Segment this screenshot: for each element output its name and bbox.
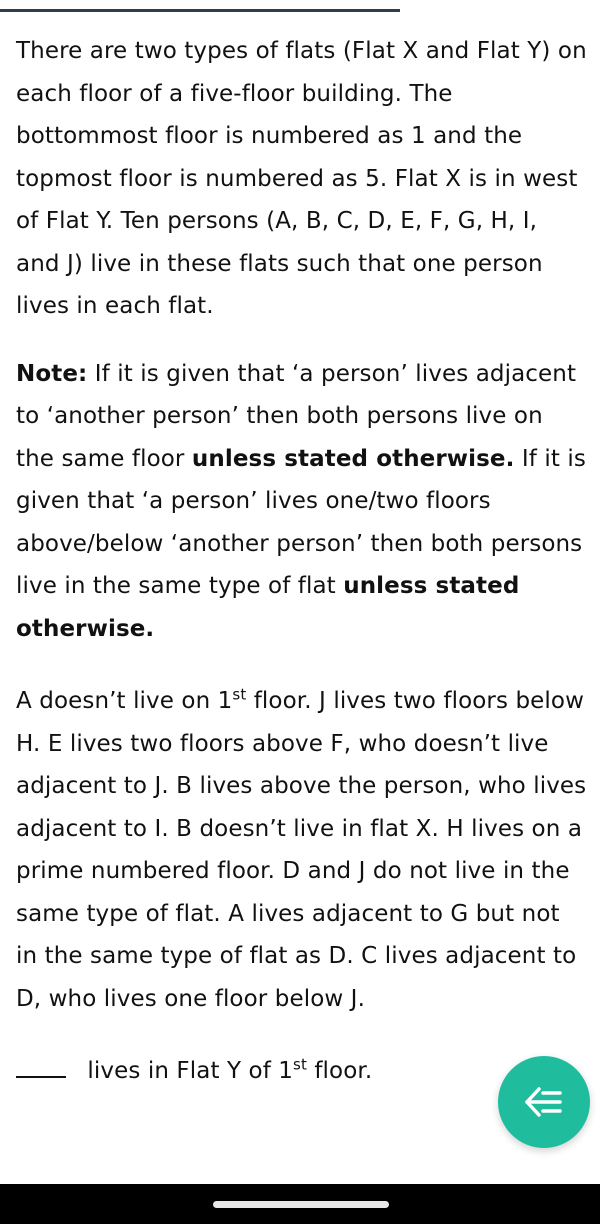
reading-progress-track — [0, 0, 600, 14]
clues-paragraph — [16, 680, 588, 1020]
clues-ordinal: st — [232, 685, 247, 704]
note-emphasis-1: unless stated otherwise. — [191, 445, 515, 472]
home-gesture-handle[interactable] — [213, 1201, 389, 1208]
collapse-arrow-icon — [524, 1086, 564, 1118]
answer-ordinal: st — [293, 1055, 307, 1074]
clues-text-rest: floor. J lives two floors below H. E lives two floors above F, who doesn’t live adjacent to J. B lives above the person, who lives adjacent to I. B doesn’t live in flat X. H lives on a prime numbered floor. D and J do not live in the same type of flat. A lives adjacent to G but not in the same type of flat as D. C lives adjacent to D, who lives one floor below J. — [16, 688, 587, 1012]
collapse-fab-button[interactable] — [498, 1056, 590, 1148]
note-label: Note: — [16, 360, 88, 387]
note-text-2: If it is given that ‘a person’ lives one/two floors above/below ‘another person’ then both persons live in the same type of flat — [16, 445, 586, 599]
answer-text: lives in Flat Y of 1 — [80, 1058, 294, 1084]
question-setup: There are two types of flats (Flat X and Flat Y) on each floor of a five-floor building. The bottommost floor is numbered as 1 and the topmost floor is numbered as 5. Flat X is in west of Flat Y. Ten persons (A, B, C, D, E, F, G, H, I, and J) live in these flats such that one person lives in each flat. — [16, 38, 587, 319]
note-text-1: If it is given that ‘a person’ lives adjacent to ‘another person’ then both persons live on the same floor — [16, 360, 577, 472]
clues-text-start: A doesn’t live on 1 — [16, 688, 233, 714]
note-paragraph — [16, 353, 588, 651]
question-content — [16, 30, 588, 1093]
reading-progress-fill — [0, 9, 400, 12]
answer-end: floor. — [306, 1058, 373, 1084]
note-emphasis-2: unless stated otherwise. — [16, 573, 520, 642]
answer-blank — [16, 1076, 66, 1078]
